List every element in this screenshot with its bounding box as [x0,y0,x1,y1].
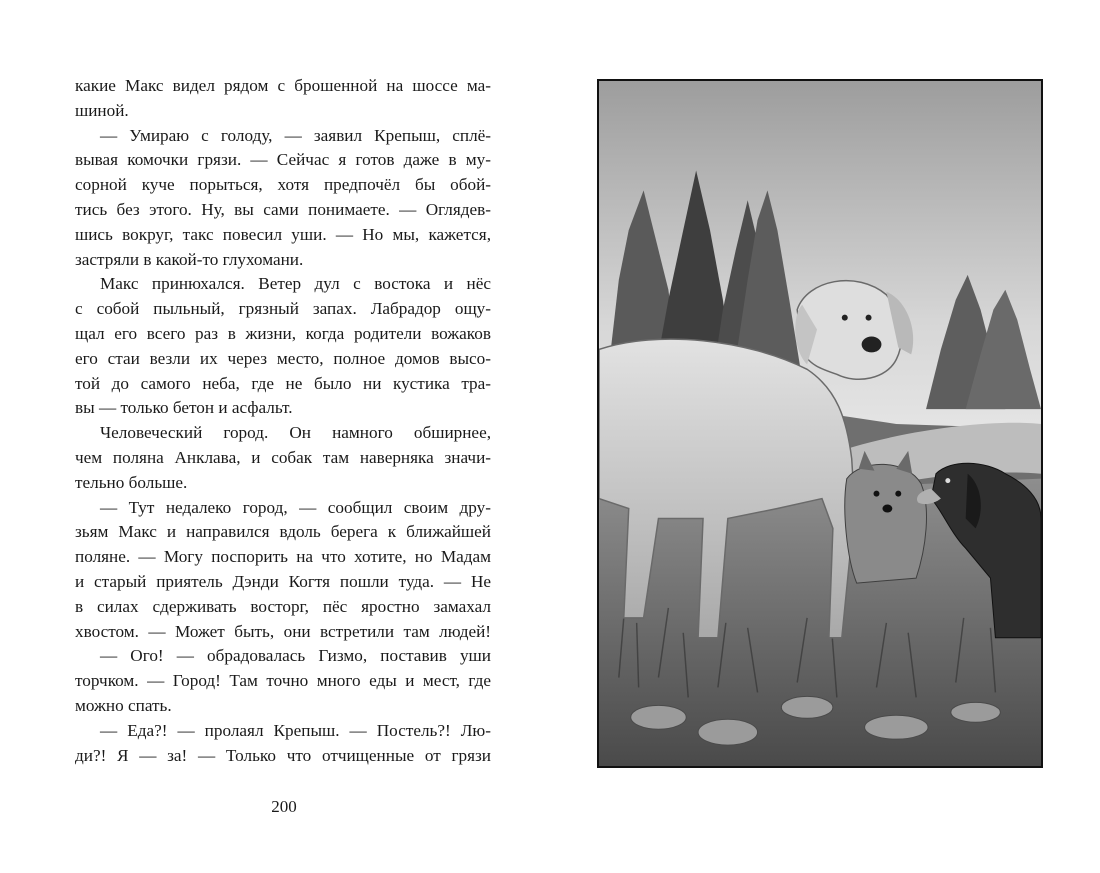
illustration [597,79,1043,768]
text-line: можно спать. [75,695,172,715]
text-line: вывая комочки грязи. — Сейчас я готов даже в му- [75,150,491,170]
text-line: хвостом. — Может быть, они встретили там людей! [75,621,491,641]
text-line: застряли в какой-то глухомани. [75,249,304,269]
text-line: его стаи везли их через место, полное домов высо- [75,348,491,368]
text-line: торчком. — Город! Там точно много еды и мест, где [75,671,491,691]
text-line: Человеческий город. Он намного обширнее, [100,423,491,443]
page-number: 200 [271,797,297,816]
text-line: — Умираю с голоду, — заявил Крепыш, сплё- [100,125,491,145]
text-line: шись вокруг, такс повесил уши. — Но мы, кажется, [75,224,491,244]
text-line: какие Макс видел рядом с брошенной на шоссе ма- [75,76,491,95]
text-column [75,74,491,768]
text-line: в силах сдерживать восторг, пёс яростно замахал [75,596,491,616]
text-line: — Еда?! — пролаял Крепыш. — Постель?! Лю- [100,720,491,740]
text-line: тельно больше. [75,472,188,492]
text-line: с собой пыльный, грязный запах. Лабрадор ощу- [75,299,491,319]
text-line: щал его всего раз в жизни, когда родители вожаков [75,323,491,343]
text-line: той до самого неба, где не было ни кустика тра- [75,373,491,393]
text-line: тись без этого. Ну, вы сами понимаете. — Оглядев- [75,199,491,219]
text-line: зьям Макс и направился вдоль берега к ближайшей [75,522,491,542]
text-line: поляне. — Могу поспорить на что хотите, но Мадам [75,547,491,567]
text-line: — Ого! — обрадовалась Гизмо, поставив уши [100,646,491,666]
text-line: шиной. [75,100,129,120]
text-line: сорной куче порыться, хотя предпочёл бы обой- [75,175,491,195]
text-line: ди?! Я — за! — Только что отчищенные от грязи [75,745,491,765]
illustration-dogs-in-forest [599,81,1041,766]
text-line: вы — только бетон и асфальт. [75,398,293,418]
text-line: Макс принюхался. Ветер дул с востока и нёс [100,274,491,294]
text-line: и старый приятель Дэнди Когтя пошли туда. — Не [75,571,491,591]
text-line: — Тут недалеко город, — сообщил своим дру- [100,497,491,517]
text-line: чем поляна Анклава, и собак там наверняка значи- [75,447,491,467]
